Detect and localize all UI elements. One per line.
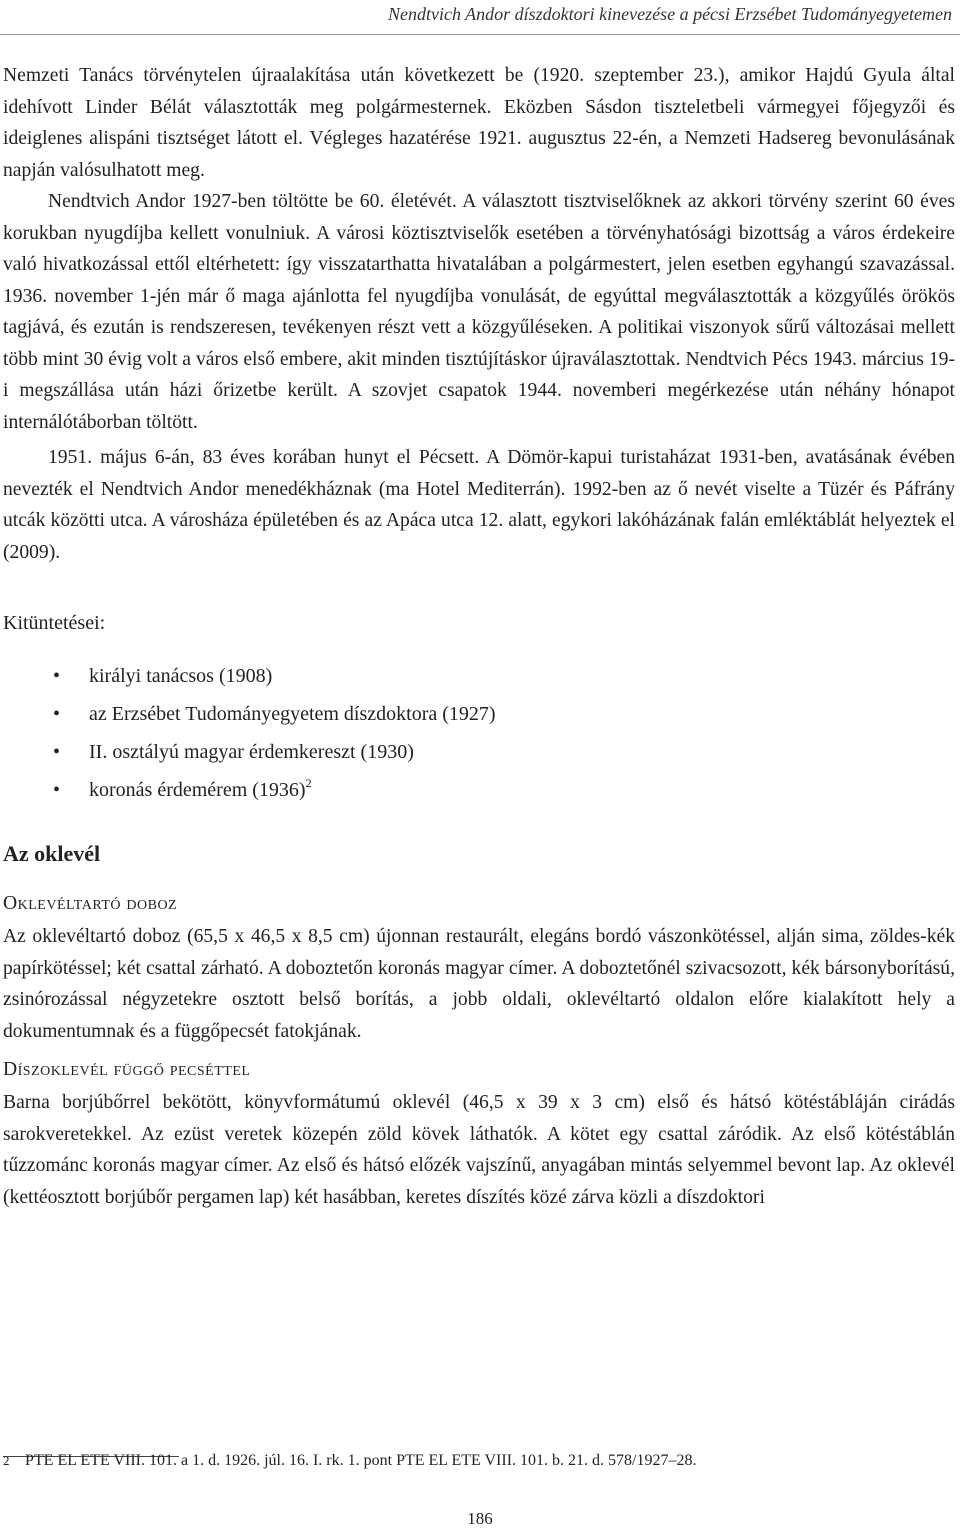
paragraph-1: Nemzeti Tanács törvénytelen újraalakítása után következett be (1920. szeptember 23.), amikor Hajdú Gyula által idehívott Linder Bélát választották meg polgármesternek. Eközben Sásdon tiszteletbeli vármegyei főjegyzői és ideiglenes alispáni tisztséget látott el. Végleges hazatérése 1921. augusztus 22-én, a Nemzeti Hadsereg bevonulásának napján valósulhatott meg. (3, 65, 955, 181)
paragraph-box: Az oklevéltartó doboz (65,5 x 46,5 x 8,5 cm) újonnan restaurált, elegáns bordó vászonkötéssel, alján sima, zöldes-kék papírkötéssel; két csattal zárható. A doboztetőn koronás magyar címer. A doboztetőnél szivacsozott, kék bársonyborítású, zsinórozással négyzetekre osztott belső borítás, a jobb oldali, oklevéltartó oldalon előre kialakított hely a dokumentumnak és a függőpecsét fatokjának. (3, 926, 955, 1042)
paragraph-3: 1951. május 6-án, 83 éves korában hunyt el Pécsett. A Dömör-kapui turistaházat 1931-ben, avatásának évében nevezték el Nendtvich Andor menedékháznak (ma Hotel Mediterrán). 1992-ben az ő nevét viselte a Tüzér és Páfrány utcák közötti utca. A városháza épületében és az Apáca utca 12. alatt, egykori lakóházának falán emléktáblát helyeztek el (2009). (3, 447, 955, 563)
footnote (3, 1452, 955, 1470)
subsection-heading-diploma: Díszoklevél függő pecséttel (3, 1059, 251, 1080)
footnote-number: 2 (3, 1453, 10, 1468)
header-rule (0, 34, 960, 35)
subsection-heading-box: Oklevéltartó doboz (3, 893, 178, 914)
list-item (53, 657, 955, 695)
list-item (53, 733, 955, 771)
list-item (53, 695, 955, 733)
awards-title: Kitüntetései: (3, 612, 106, 634)
body-text (3, 60, 955, 1213)
award-text: királyi tanácsos (1908) (89, 665, 273, 687)
paragraph-2: Nendtvich Andor 1927-ben töltötte be 60. életévét. A választott tisztviselőknek az akkori törvény szerint 60 éves korukban nyugdíjba kellett vonulniuk. A városi köztisztviselők esetében a törvényhatósági bizottság a város érdekeire való hivatkozással ettől eltérhetett: így visszatarthatta hivatalában a polgármestert, jelen esetben egyhangú szavazással. 1936. november 1-jén már ő maga ajánlotta fel nyugdíjba vonulását, de egyúttal megválasztották a közgyűlés örökös tagjává, és ezután is rendszeresen, tevékenyen részt vett a közgyűléseken. A politikai viszonyok sűrű változásai mellett több mint 30 évig volt a város első embere, akit minden tisztújításkor újraválasztottak. Nendtvich Pécs 1943. március 19-i megszállása után házi őrizetbe került. A szovjet csapatok 1944. novemberi megérkezése után néhány hónapot internálótáborban töltött. (3, 191, 955, 433)
page-number: 186 (467, 1509, 493, 1528)
list-item (53, 771, 955, 809)
award-text: az Erzsébet Tudományegyetem díszdoktora (1927) (89, 703, 496, 725)
paragraph-diploma: Barna borjúbőrrel bekötött, könyvformátumú oklevél (46,5 x 39 x 3 cm) első és hátsó kötéstábláján cirádás sarokveretekkel. Az ezüst veretek közepén zöld kövek láthatók. A kötet egy csattal záródik. Az első kötéstáblán tűzzománc koronás magyar címer. Az első és hátsó előzék vajszínű, anyagában mintás selyemmel bevont lap. Az oklevél (kettéosztott borjúbőr pergamen lap) két hasábban, keretes díszítés közé zárva közli a díszdoktori (3, 1092, 955, 1208)
awards-list (3, 657, 955, 809)
running-header: Nendtvich Andor díszdoktori kinevezése a pécsi Erzsébet Tudományegyetemen (387, 4, 952, 24)
section-heading: Az oklevél (3, 841, 101, 866)
footnote-ref[interactable]: 2 (305, 776, 312, 790)
award-text: koronás érdemérem (1936) (89, 779, 306, 801)
footnote-text: PTE EL ETE VIII. 101. a 1. d. 1926. júl. 16. I. rk. 1. pont PTE EL ETE VIII. 101. b. 21. d. 578/1927–28. (25, 1452, 697, 1469)
award-text: II. osztályú magyar érdemkereszt (1930) (89, 741, 414, 763)
